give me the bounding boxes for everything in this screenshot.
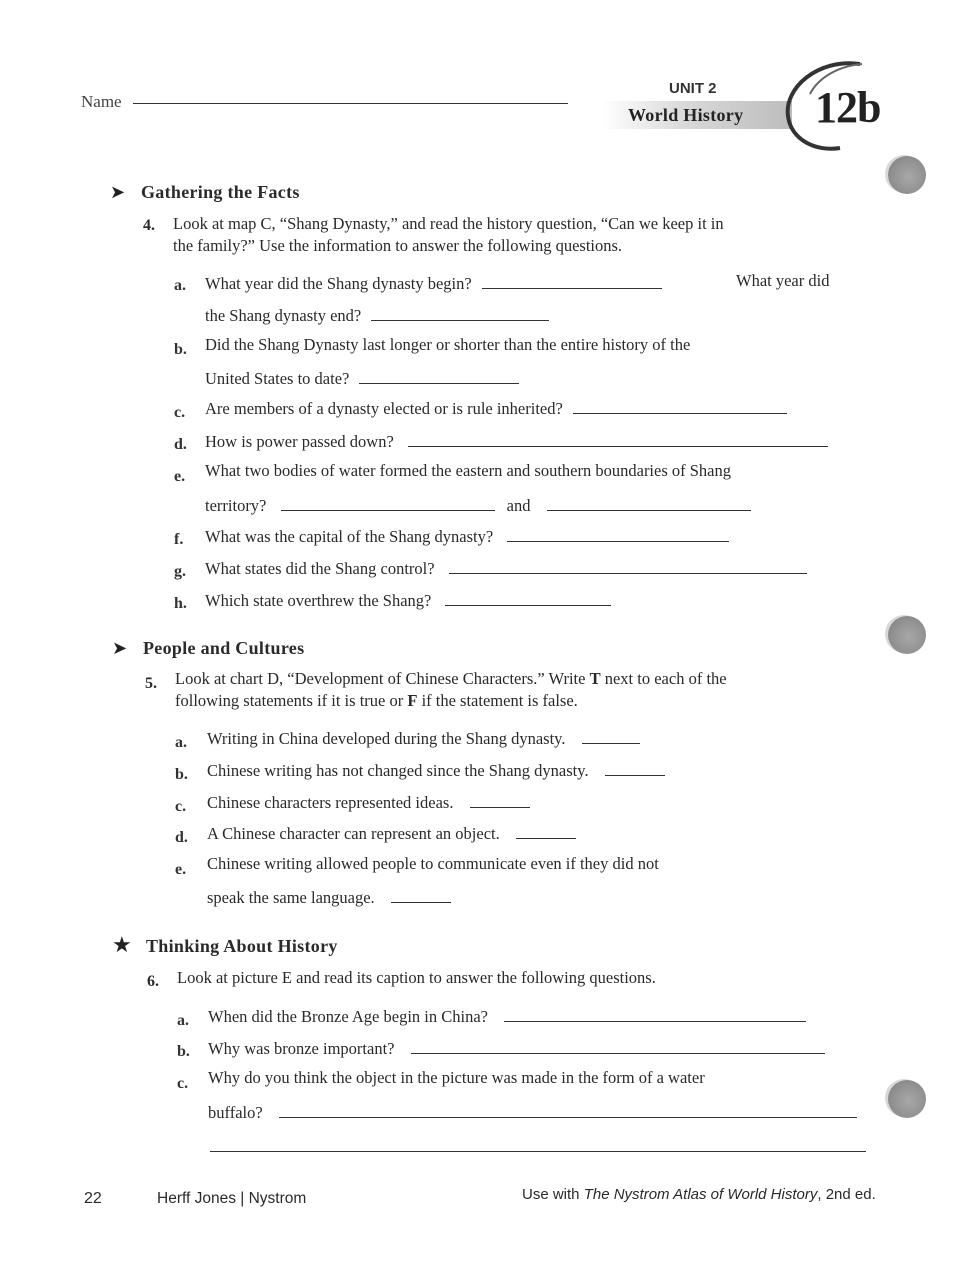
question-text xyxy=(175,668,727,712)
use-with-note xyxy=(522,1186,876,1203)
answer-line[interactable] xyxy=(547,509,751,511)
unit-label: UNIT 2 xyxy=(669,80,717,97)
item-text: and xyxy=(506,496,531,515)
answer-line[interactable] xyxy=(359,382,519,384)
question-number: 4. xyxy=(143,217,155,234)
item-label: a. xyxy=(177,1012,189,1029)
star-icon: ★ xyxy=(112,932,132,957)
question-text-line: the family?” Use the information to answer the following questions. xyxy=(173,236,623,255)
answer-line[interactable] xyxy=(482,287,662,289)
question-item xyxy=(205,369,519,389)
item-label: b. xyxy=(174,341,187,358)
binder-hole-icon xyxy=(888,616,926,654)
question-number: 5. xyxy=(145,675,157,692)
item-text: What states did the Shang control? xyxy=(205,559,435,578)
subject-label: World History xyxy=(628,105,744,125)
item-label: e. xyxy=(174,468,186,485)
question-item xyxy=(205,399,787,419)
answer-line[interactable] xyxy=(391,901,451,903)
answer-line[interactable] xyxy=(411,1052,825,1054)
item-label: e. xyxy=(175,861,187,878)
item-text: What was the capital of the Shang dynasty? xyxy=(205,527,494,546)
question-item xyxy=(207,761,665,781)
question-item xyxy=(205,274,662,294)
section-title-people: People and Cultures xyxy=(143,638,305,658)
answer-line[interactable] xyxy=(279,1116,857,1118)
item-label: h. xyxy=(174,595,187,612)
item-text: What year did xyxy=(736,271,830,290)
arrow-bullet-icon: ➤ xyxy=(110,182,126,202)
item-text: Did the Shang Dynasty last longer or shorter than the entire history of the xyxy=(205,335,691,354)
answer-line[interactable] xyxy=(449,572,807,574)
name-label: Name xyxy=(81,92,122,111)
question-item xyxy=(207,729,640,749)
question-item xyxy=(207,888,451,908)
question-item xyxy=(205,496,751,516)
question-text-line: Look at map C, “Shang Dynasty,” and read the history question, “Can we keep it in xyxy=(173,214,724,233)
section-title-gathering: Gathering the Facts xyxy=(141,182,300,202)
question-number: 6. xyxy=(147,973,159,990)
answer-line[interactable] xyxy=(504,1020,806,1022)
text-span: Look at chart D, “Development of Chinese Characters.” Write xyxy=(175,669,590,688)
item-text: Chinese characters represented ideas. xyxy=(207,793,454,812)
item-text: When did the Bronze Age begin in China? xyxy=(208,1007,488,1026)
question-text: Look at picture E and read its caption to answer the following questions. xyxy=(177,968,656,987)
item-label: b. xyxy=(175,766,188,783)
item-text: Why was bronze important? xyxy=(208,1039,395,1058)
question-item xyxy=(208,1039,825,1059)
question-item xyxy=(205,306,549,326)
text-span: , 2nd ed. xyxy=(817,1186,876,1203)
arrow-bullet-icon: ➤ xyxy=(112,638,128,658)
item-text: Chinese writing has not changed since the Shang dynasty. xyxy=(207,761,589,780)
item-text: buffalo? xyxy=(208,1103,263,1122)
answer-line[interactable] xyxy=(582,742,640,744)
question-item xyxy=(205,432,828,452)
atlas-title: The Nystrom Atlas of World History xyxy=(583,1186,818,1203)
question-text xyxy=(173,213,724,257)
item-label: c. xyxy=(174,404,186,421)
text-span: Use with xyxy=(522,1186,584,1203)
item-text: What year did the Shang dynasty begin? xyxy=(205,274,472,293)
question-item xyxy=(208,1103,857,1123)
answer-line[interactable] xyxy=(507,540,729,542)
text-span: if the statement is false. xyxy=(417,691,578,710)
page-number: 22 xyxy=(84,1190,102,1207)
item-label: c. xyxy=(175,798,187,815)
item-text: How is power passed down? xyxy=(205,432,394,451)
item-text: Chinese writing allowed people to communicate even if they did not xyxy=(207,854,659,873)
item-text: A Chinese character can represent an object. xyxy=(207,824,500,843)
worksheet-number: 12b xyxy=(815,83,881,132)
answer-line[interactable] xyxy=(573,412,787,414)
item-text: the Shang dynasty end? xyxy=(205,306,362,325)
item-text: What two bodies of water formed the eastern and southern boundaries of Shang xyxy=(205,461,732,480)
question-item xyxy=(205,527,729,547)
question-text-line xyxy=(175,690,727,712)
answer-line[interactable] xyxy=(408,445,828,447)
item-text: Which state overthrew the Shang? xyxy=(205,591,432,610)
question-item xyxy=(207,793,530,813)
answer-line[interactable] xyxy=(516,837,576,839)
item-text: speak the same language. xyxy=(207,888,375,907)
binder-hole-icon xyxy=(888,156,926,194)
question-item xyxy=(207,824,576,844)
name-field[interactable] xyxy=(133,103,568,104)
item-text: Are members of a dynasty elected or is rule inherited? xyxy=(205,399,563,418)
section-title-thinking: Thinking About History xyxy=(146,936,338,956)
question-item xyxy=(205,559,807,579)
item-label: d. xyxy=(175,829,188,846)
item-label: a. xyxy=(175,734,187,751)
item-text: Writing in China developed during the Shang dynasty. xyxy=(207,729,566,748)
item-label: b. xyxy=(177,1043,190,1060)
text-span: next to each of the xyxy=(600,669,727,688)
item-label: a. xyxy=(174,277,186,294)
text-span: following statements if it is true or xyxy=(175,691,408,710)
answer-line[interactable] xyxy=(281,509,495,511)
item-text: Why do you think the object in the picture was made in the form of a water xyxy=(208,1068,705,1087)
publisher: Herff Jones | Nystrom xyxy=(157,1190,307,1207)
item-label: d. xyxy=(174,436,187,453)
answer-line[interactable] xyxy=(605,774,665,776)
item-label: g. xyxy=(174,563,186,580)
answer-line[interactable] xyxy=(210,1151,866,1152)
false-marker: F xyxy=(407,691,418,710)
binder-hole-icon xyxy=(888,1080,926,1118)
true-marker: T xyxy=(589,669,601,688)
item-text: territory? xyxy=(205,496,267,515)
answer-line[interactable] xyxy=(445,604,611,606)
item-label: c. xyxy=(177,1075,189,1092)
answer-line[interactable] xyxy=(470,806,530,808)
question-item xyxy=(205,591,611,611)
question-text-line xyxy=(175,668,727,690)
item-label: f. xyxy=(174,531,184,548)
item-text: United States to date? xyxy=(205,369,350,388)
question-item xyxy=(208,1007,806,1027)
answer-line[interactable] xyxy=(371,319,549,321)
